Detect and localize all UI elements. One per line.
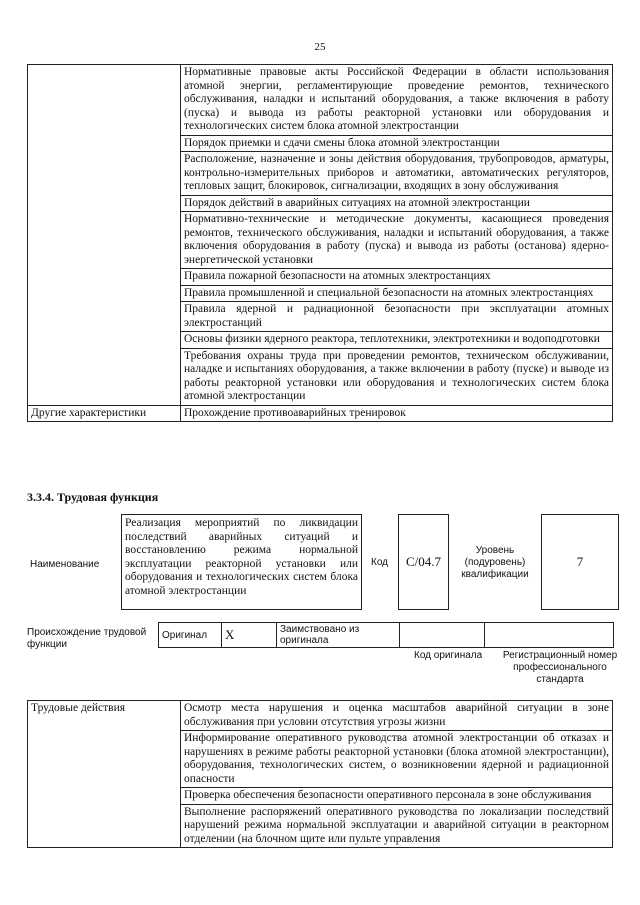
section-heading: 3.3.4. Трудовая функция [27,490,159,504]
actions-label: Трудовые действия [28,701,181,848]
other-characteristics-label: Другие характеристики [28,405,181,422]
table-row: Проверка обеспечения безопасности оперативного персонала в зоне обслуживания [181,788,613,805]
table-row: Правила промышленной и специальной безопасности на атомных электростанциях [181,285,613,302]
reg-number-label: Регистрационный номер профессионального стандарта [502,650,618,685]
empty-label-cell [28,65,181,406]
level-label: Уровень (подуровень) квалификации [461,545,529,580]
name-label: Наименование [30,559,100,570]
original-mark: X [222,623,277,648]
table-row: Правила пожарной безопасности на атомных электростанциях [181,269,613,286]
origin-label: Происхождение трудовой функции [27,627,147,650]
code-original-cell [400,623,485,648]
origin-table [158,622,614,648]
original-label: Оригинал [159,623,222,648]
table-row: Нормативно-технические и методические документы, касающиеся проведения ремонтов, технического обслуживания, наладки и испытаний оборудования, а также включения оборудования в работу (пуска) и вывода из работы (останова) ядерно-энергетической установки [181,212,613,269]
function-name-box: Реализация мероприятий по ликвидации последствий аварийных ситуаций и восстановлению режима нормальной эксплуатации реакторной установки или оборудования и технологических систем блока атомной электростанции [121,514,362,610]
borrowed-label: Заимствовано из оригинала [277,623,400,648]
code-label: Код [371,557,389,568]
other-characteristics-value: Прохождение противоаварийных тренировок [181,405,613,422]
table-row: Осмотр места нарушения и оценка масштабов аварийной ситуации в зоне обслуживания при условии отсутствия угрозы жизни [181,701,613,731]
table-row: Порядок действий в аварийных ситуациях на атомной электростанции [181,195,613,212]
reg-number-cell [485,623,614,648]
table-row: Правила ядерной и радиационной безопасности при эксплуатации атомных электростанций [181,302,613,332]
code-value-box: C/04.7 [398,514,449,610]
knowledge-table [27,64,613,422]
table-row: Порядок приемки и сдачи смены блока атомной электростанции [181,135,613,152]
table-row: Расположение, назначение и зоны действия оборудования, трубопроводов, арматуры, контрольно-измерительных приборов и автоматики, автоматических регуляторов, тепловых защит, блокировок, сигнализации, входящих в зону обслуживания [181,152,613,196]
actions-table [27,700,613,848]
page-number: 25 [314,41,326,53]
table-row: Информирование оперативного руководства атомной электростанции об отказах и нарушениях в режиме работы реакторной установки (блока атомной электростанции), оборудования, технологических систем, о возникновении ядерной и радиационной опасности [181,731,613,788]
table-row: Нормативные правовые акты Российской Федерации в области использования атомной энергии, регламентирующие проведение ремонтов, технического обслуживания, наладки и испытаний оборудования, а также включения в работу (пуска) и вывода из работы реакторной установки или оборудования и технологических систем блока атомной электростанции [181,65,613,136]
level-value-box: 7 [541,514,619,610]
code-original-label: Код оригинала [414,650,483,661]
table-row: Основы физики ядерного реактора, теплотехники, электротехники и водоподготовки [181,332,613,349]
table-row: Требования охраны труда при проведении ремонтов, техническом обслуживании, наладке и испытаниях оборудования, а также включении в работу (пуске) и выводе из работы реакторной установки или оборудования и технологических систем блока атомной электростанции [181,348,613,405]
table-row: Выполнение распоряжений оперативного руководства по локализации последствий нарушений режима нормальной эксплуатации и аварийной ситуации в реакторном отделении (на блочном щите или пульте управления [181,804,613,848]
